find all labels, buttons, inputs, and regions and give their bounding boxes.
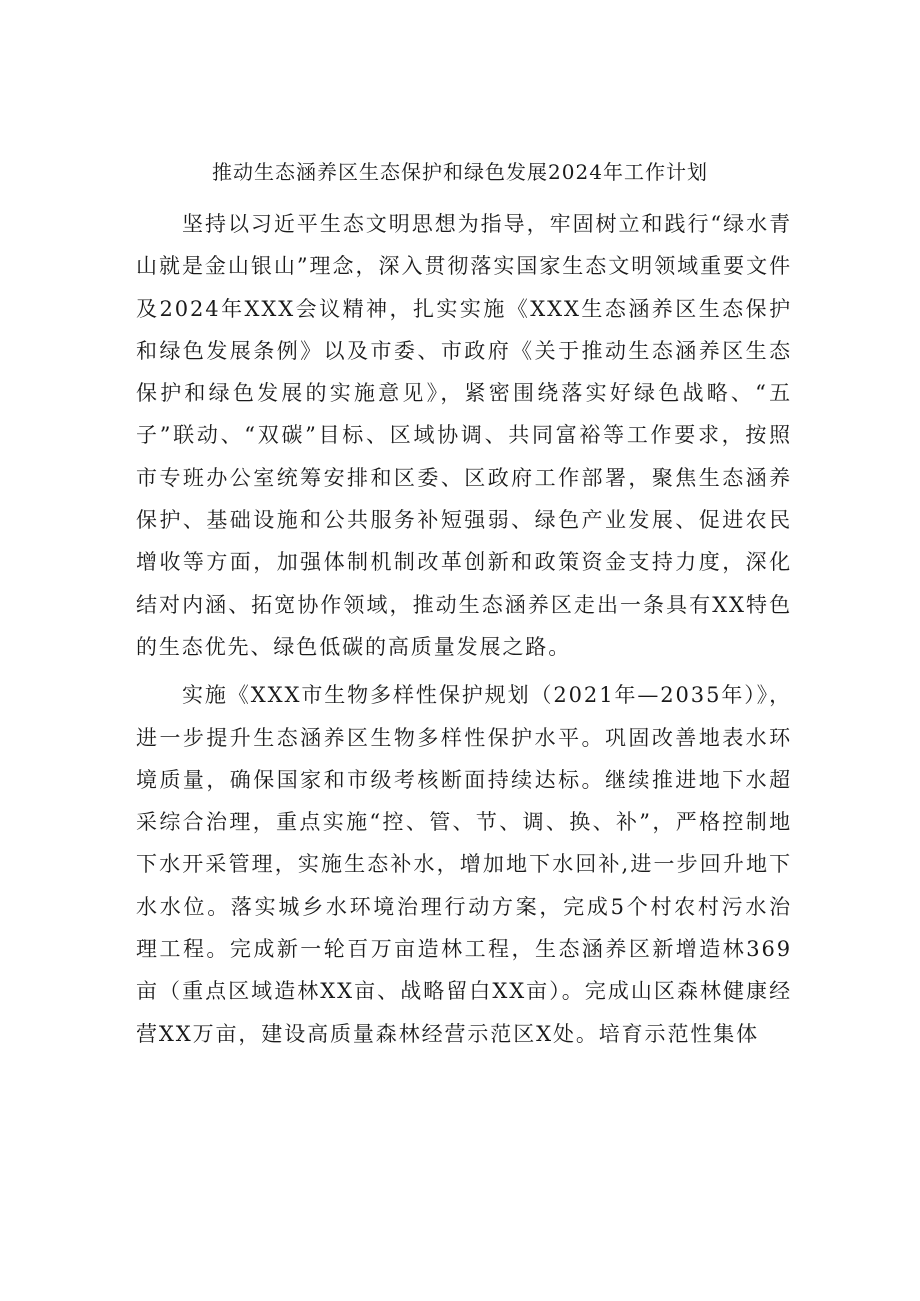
paragraph-guiding-principle: 坚持以习近平生态文明思想为指导，牢固树立和践行“绿水青山就是金山银山”理念，深入贯彻落实国家生态文明领域重要文件及2024年XXX会议精神，扎实实施《XXX生态涵养区生态保护和绿色发展条例》以及市委、市政府《关于推动生态涵养区生态保护和绿色发展的实施意见》，紧密围绕落实好绿色战略、“五子”联动、“双碳”目标、区域协调、共同富裕等工作要求，按照市专班办公室统筹安排和区委、区政府工作部署，聚焦生态涵养保护、基础设施和公共服务补短强弱、绿色产业发展、促进农民增收等方面，加强体制机制改革创新和政策资金支持力度，深化结对内涵、拓宽协作领域，推动生态涵养区走出一条具有XX特色的生态优先、绿色低碳的高质量发展之路。 bbox=[136, 212, 792, 659]
paragraph-biodiversity-protection: 实施《XXX市生物多样性保护规划（2021年—2035年）》，进一步提升生态涵养区生物多样性保护水平。巩固改善地表水环境质量，确保国家和市级考核断面持续达标。继续推进地下水超采综合治理，重点实施“控、管、节、调、换、补”，严格控制地下水开采管理，实施生态补水，增加地下水回补,进一步回升地下水水位。落实城乡水环境治理行动方案，完成5个村农村污水治理工程。完成新一轮百万亩造林工程，生态涵养区新增造林369亩（重点区域造林XX亩、战略留白XX亩）。完成山区森林健康经营XX万亩，建设高质量森林经营示范区X处。培育示范性集体 bbox=[136, 683, 792, 1046]
document-title: 推动生态涵养区生态保护和绿色发展2024年工作计划 bbox=[212, 160, 708, 184]
document-body bbox=[136, 203, 792, 1061]
